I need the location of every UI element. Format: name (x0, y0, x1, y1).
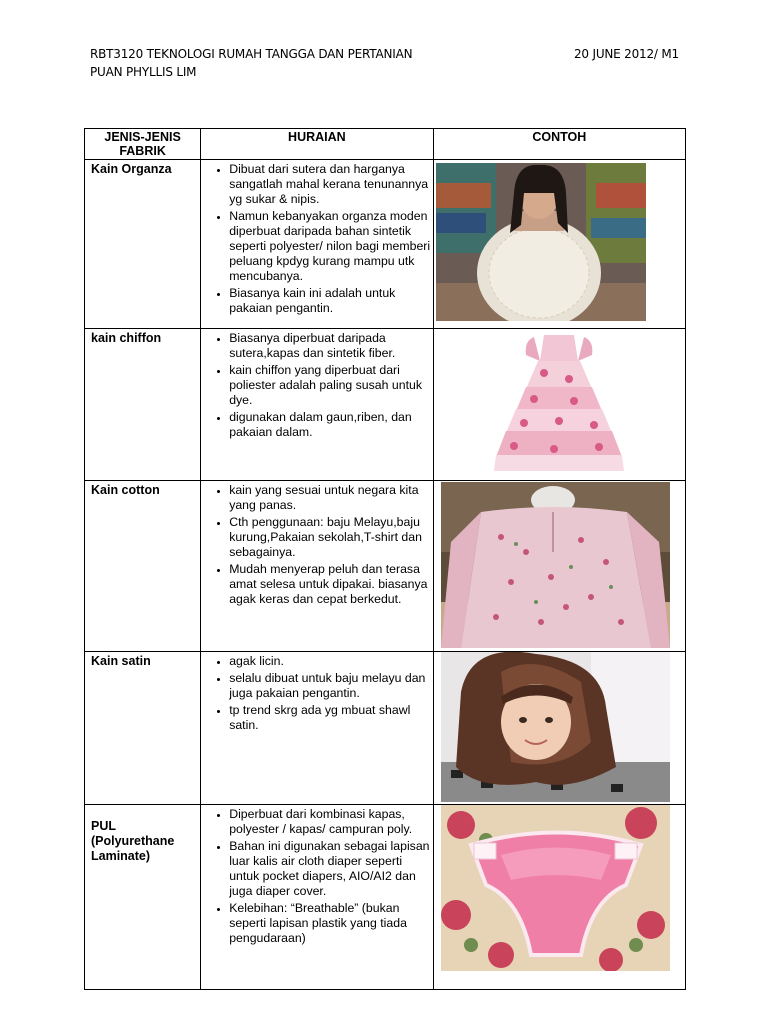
description-bullet: • selalu dibuat untuk baju melayu dan juga pakaian pengantin. (229, 671, 430, 701)
fabric-description (201, 481, 433, 652)
table-header-row (85, 129, 686, 160)
description-bullet: • Kelebihan: “Breathable” (bukan seperti lapisan plastik yang tiada pengudaraan) (229, 901, 430, 946)
description-bullet: • Diperbuat dari kombinasi kapas, polyester / kapas/ campuran poly. (229, 807, 430, 837)
fabric-example (433, 160, 685, 329)
fabric-example (433, 652, 685, 805)
fabric-name: Kain satin (85, 652, 201, 805)
document-date: 20 JUNE 2012/ M1 (574, 47, 679, 61)
pul-diaper-photo (441, 805, 670, 971)
fabric-description (201, 329, 433, 481)
fabric-example (433, 481, 685, 652)
description-bullet: • Dibuat dari sutera dan harganya sangatlah mahal kerana tenunannya yg sukar & nipis. (229, 162, 430, 207)
fabric-name: kain chiffon (85, 329, 201, 481)
column-header-description: HURAIAN (201, 129, 433, 160)
table-row (85, 805, 686, 990)
table-row (85, 481, 686, 652)
description-bullet: • digunakan dalam gaun,riben, dan pakaian dalam. (229, 410, 430, 440)
course-title: RBT3120 TEKNOLOGI RUMAH TANGGA DAN PERTANIAN (90, 47, 413, 61)
fabric-table (84, 128, 686, 990)
table-row (85, 160, 686, 329)
fabric-example (433, 805, 685, 990)
table-row (85, 652, 686, 805)
description-bullet: • agak licin. (229, 654, 430, 669)
column-header-fabric-type: JENIS-JENIS FABRIK (85, 129, 201, 160)
fabric-description (201, 652, 433, 805)
chiffon-photo (474, 331, 644, 475)
description-bullet: • kain chiffon yang diperbuat dari poliester adalah paling susah untuk dye. (229, 363, 430, 408)
cotton-photo (441, 482, 670, 648)
fabric-name: Kain cotton (85, 481, 201, 652)
table-row (85, 329, 686, 481)
satin-photo (441, 652, 670, 802)
description-bullet: • Biasanya diperbuat daripada sutera,kapas dan sintetik fiber. (229, 331, 430, 361)
lecturer-name: PUAN PHYLLIS LIM (90, 65, 197, 79)
description-bullet: • Bahan ini digunakan sebagai lapisan luar kalis air cloth diaper seperti untuk pocket diapers, AIO/AI2 dan juga diaper cover. (229, 839, 430, 899)
description-bullet: • Cth penggunaan: baju Melayu,baju kurung,Pakaian sekolah,T-shirt dan sebagainya. (229, 515, 430, 560)
description-bullet: • tp trend skrg ada yg mbuat shawl satin. (229, 703, 430, 733)
fabric-name: PUL (Polyurethane Laminate) (85, 805, 201, 990)
fabric-example (433, 329, 685, 481)
description-bullet: • kain yang sesuai untuk negara kita yang panas. (229, 483, 430, 513)
fabric-name: Kain Organza (85, 160, 201, 329)
organza-photo (436, 163, 646, 321)
fabric-description (201, 805, 433, 990)
description-bullet: • Mudah menyerap peluh dan terasa amat selesa untuk dipakai. biasanya agak keras dan cepat berkedut. (229, 562, 430, 607)
description-bullet: • Namun kebanyakan organza moden diperbuat daripada bahan sintetik seperti polyester/ nilon bagi memberi peluang kpdyg kurang mampu utk mencubanya. (229, 209, 430, 284)
description-bullet: • Biasanya kain ini adalah untuk pakaian pengantin. (229, 286, 430, 316)
fabric-description (201, 160, 433, 329)
column-header-example: CONTOH (433, 129, 685, 160)
